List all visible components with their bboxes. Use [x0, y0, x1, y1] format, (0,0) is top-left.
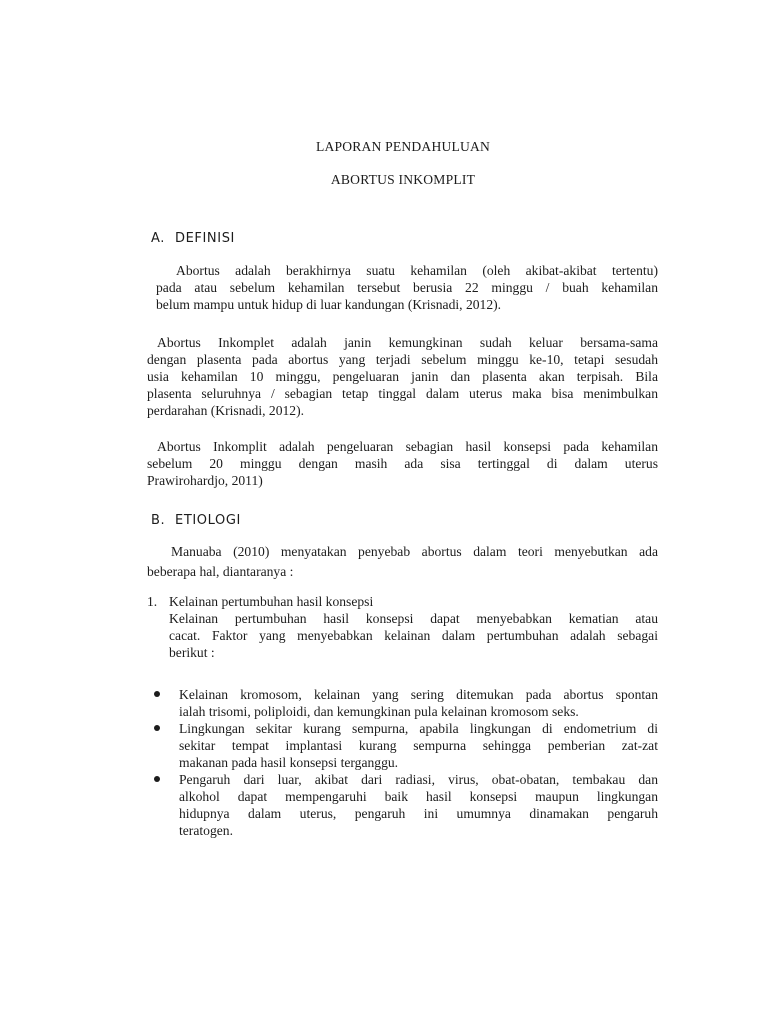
section-a-number: A.	[151, 231, 165, 246]
text-line: usia kehamilan 10 minggu, pengeluaran janin dan plasenta akan terpisah. Bila	[147, 369, 658, 384]
text-line: Pengaruh dari luar, akibat dari radiasi, virus, obat-obatan, tembakau dan	[179, 772, 658, 787]
item-number: 1.	[147, 594, 158, 609]
text-line: cacat. Faktor yang menyebabkan kelainan dalam pertumbuhan adalah sebagai	[169, 628, 658, 643]
list-item	[150, 686, 658, 720]
text-line: Abortus adalah berakhirnya suatu kehamilan (oleh akibat-akibat tertentu)	[176, 263, 658, 278]
text-line: Prawirohardjo, 2011)	[147, 473, 263, 488]
text-line: Abortus Inkomplit adalah pengeluaran sebagian hasil konsepsi pada kehamilan	[157, 439, 658, 454]
bullet-icon	[154, 725, 160, 731]
text-line: sekitar tempat implantasi kurang sempurna sehingga pemberian zat-zat	[179, 738, 658, 753]
text-line: hidupnya dalam uterus, pengaruh ini umumnya dinamakan pengaruh	[179, 806, 658, 821]
text-line: Lingkungan sekitar kurang sempurna, apabila lingkungan di endometrium di	[179, 721, 658, 736]
text-line: plasenta seluruhnya / sebagian tetap tinggal dalam uterus maka bisa menimbulkan	[147, 386, 658, 401]
definition-paragraph-2	[147, 334, 658, 419]
etiology-bullet-list	[150, 686, 658, 839]
section-b-heading	[151, 512, 241, 529]
bullet-icon	[154, 776, 160, 782]
section-b-title: ETIOLOGI	[175, 513, 241, 528]
text-line: berikut :	[169, 645, 215, 660]
text-line: makanan pada hasil konsepsi terganggu.	[179, 755, 399, 770]
text-line: dengan plasenta pada abortus yang terjadi sebelum minggu ke-10, tetapi sesudah	[147, 352, 658, 367]
text-line: perdarahan (Krisnadi, 2012).	[147, 403, 305, 418]
bullet-icon	[154, 691, 160, 697]
section-b-number: B.	[151, 513, 166, 528]
document-subtitle: ABORTUS INKOMPLIT	[330, 172, 476, 187]
list-item	[150, 720, 658, 771]
text-line: Abortus Inkomplet adalah janin kemungkinan sudah keluar bersama-sama	[157, 335, 658, 350]
section-a-title: DEFINISI	[175, 231, 235, 246]
etiology-item-1-text	[169, 610, 658, 661]
definition-paragraph-3	[147, 438, 658, 489]
text-line: alkohol dapat mempengaruhi baik hasil konsepsi maupun lingkungan	[179, 789, 658, 804]
text-line: teratogen.	[179, 823, 233, 838]
document-title: LAPORAN PENDAHULUAN	[315, 139, 491, 154]
text-line: sebelum 20 minggu dengan masih ada sisa tertinggal di dalam uterus	[147, 456, 658, 471]
text-line: Manuaba (2010) menyatakan penyebab abortus dalam teori menyebutkan ada	[171, 544, 658, 559]
text-line: Kelainan kromosom, kelainan yang sering ditemukan pada abortus spontan	[179, 687, 658, 702]
text-line: belum mampu untuk hidup di luar kandungan (Krisnadi, 2012).	[156, 297, 502, 312]
section-a-heading	[151, 230, 235, 247]
list-item	[150, 771, 658, 839]
item-title: Kelainan pertumbuhan hasil konsepsi	[169, 594, 374, 609]
etiology-intro-paragraph	[147, 542, 658, 582]
etiology-item-1-heading	[147, 593, 373, 610]
text-line: pada atau sebelum kehamilan tersebut berusia 22 minggu / buah kehamilan	[156, 280, 658, 295]
text-line: ialah trisomi, poliploidi, dan kemungkinan pula kelainan kromosom seks.	[179, 704, 579, 719]
text-line: beberapa hal, diantaranya :	[147, 564, 294, 579]
definition-paragraph-1	[156, 262, 658, 313]
text-line: Kelainan pertumbuhan hasil konsepsi dapat menyebabkan kematian atau	[169, 611, 658, 626]
